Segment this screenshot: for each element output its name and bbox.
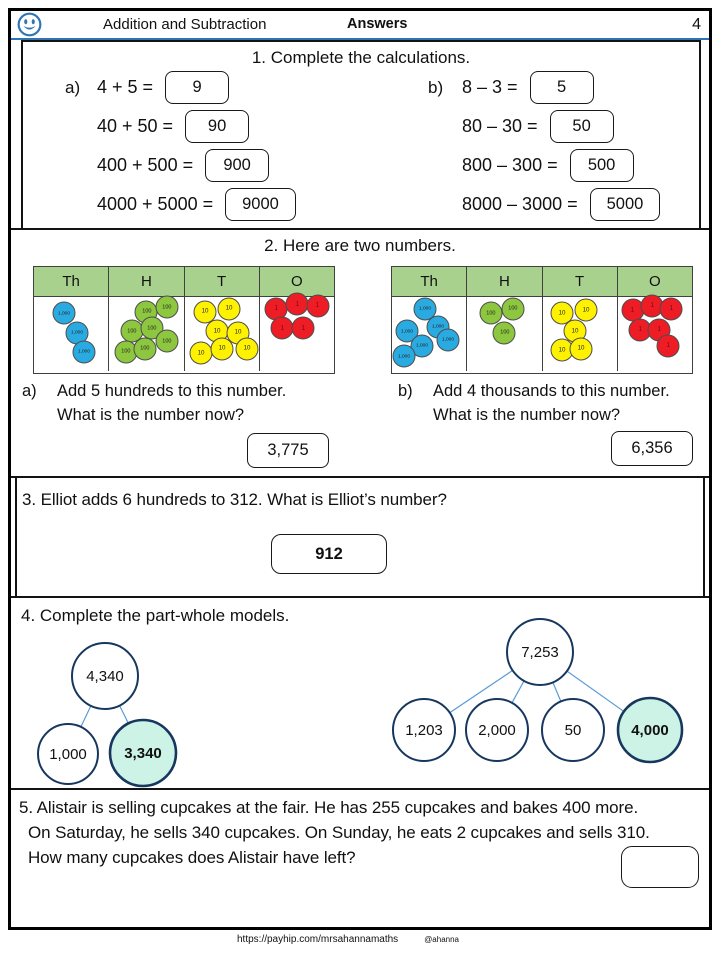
place-value-counter: 10 xyxy=(194,300,217,323)
equation-row xyxy=(428,68,696,107)
q2-part-a-text xyxy=(57,379,286,427)
q2-answer-a-value: 3,775 xyxy=(267,441,309,459)
equation-expression: 8 – 3 = xyxy=(462,77,518,97)
place-value-counter: 100 xyxy=(493,321,516,344)
q3-question-text: 3. Elliot adds 6 hundreds to 312. What is Elliot’s number? xyxy=(22,490,447,509)
place-value-counter: 1,000 xyxy=(52,302,75,325)
part-whole-model-svg xyxy=(379,614,711,780)
table-cell-H xyxy=(467,297,542,371)
place-value-counter: 1 xyxy=(306,294,329,317)
table-header-cell-T: T xyxy=(543,267,618,296)
part-label: b) xyxy=(428,77,444,97)
q5-line1: 5. Alistair is selling cupcakes at the fair. He has 255 cupcakes and bakes 400 more. xyxy=(19,798,639,817)
table-body-row xyxy=(392,297,692,371)
answer-box xyxy=(165,71,229,104)
part-whole-model-svg xyxy=(23,630,243,788)
part-label: a) xyxy=(65,77,81,97)
q2-answer-a-box xyxy=(247,433,329,468)
q2-part-b-text xyxy=(433,379,670,427)
answer-box xyxy=(570,149,634,182)
equation-row xyxy=(65,107,370,146)
q5-line3: How many cupcakes does Alistair have left? xyxy=(28,848,356,867)
place-value-counter: 10 xyxy=(550,339,573,362)
equation-expression: 4000 + 5000 = xyxy=(97,194,214,214)
place-value-counter: 10 xyxy=(218,297,241,320)
q2-part-b-line2: What is the number now? xyxy=(433,406,621,424)
q2-part-b-line1: Add 4 thousands to this number. xyxy=(433,382,670,400)
q2-part-a-line2: What is the number now? xyxy=(57,406,245,424)
table-cell-Th xyxy=(392,297,467,371)
section-q3 xyxy=(15,476,705,598)
place-value-counter: 100 xyxy=(133,337,156,360)
answer-value: 5000 xyxy=(606,195,644,213)
q3-answer-box xyxy=(271,534,387,574)
q2-answer-b-value: 6,356 xyxy=(631,439,673,457)
answer-value: 9 xyxy=(192,78,202,96)
table-cell-H xyxy=(109,297,184,371)
q2-part-b-label: b) xyxy=(398,382,413,400)
place-value-counter: 10 xyxy=(206,320,229,343)
place-value-counter: 10 xyxy=(570,337,593,360)
table-header-cell-H: H xyxy=(109,267,184,296)
q4-heading: 4. Complete the part-whole models. xyxy=(21,606,290,625)
answer-box xyxy=(590,188,661,221)
table-header-cell-O: O xyxy=(649,273,661,290)
part-whole-model-right xyxy=(379,614,711,785)
worksheet-title: Addition and Subtraction xyxy=(103,16,267,33)
equation-row xyxy=(428,185,696,224)
place-value-counter: 1 xyxy=(285,293,308,316)
q5-answer-box xyxy=(621,846,699,888)
equation-row xyxy=(428,146,696,185)
equation-row xyxy=(65,68,370,107)
table-cell-O xyxy=(260,297,334,371)
place-value-counter: 1,000 xyxy=(73,340,96,363)
place-value-counter: 10 xyxy=(189,342,212,365)
part-circle-value: 3,340 xyxy=(124,745,162,762)
section-q2 xyxy=(11,228,709,478)
place-value-table-right xyxy=(391,266,693,374)
smiley-icon xyxy=(17,12,42,37)
place-value-counter: 1,000 xyxy=(395,320,418,343)
answer-value: 50 xyxy=(572,117,591,135)
page-number: 4 xyxy=(692,16,701,33)
place-value-counter: 100 xyxy=(502,297,525,320)
whole-circle-value: 7,253 xyxy=(521,644,559,661)
answers-label: Answers xyxy=(347,16,408,32)
place-value-counter: 1 xyxy=(629,318,652,341)
q1-heading: 1. Complete the calculations. xyxy=(251,48,471,67)
place-value-counter: 1,000 xyxy=(413,297,436,320)
place-value-counter: 100 xyxy=(156,296,179,319)
part-circle-value: 1,203 xyxy=(405,722,443,739)
q2-part-a-line1: Add 5 hundreds to this number. xyxy=(57,382,287,400)
answer-box xyxy=(185,110,249,143)
place-value-counter: 1 xyxy=(657,334,680,357)
equation-row xyxy=(65,185,370,224)
section-q1 xyxy=(21,40,701,230)
whole-circle-value: 4,340 xyxy=(86,668,124,685)
equation-expression: 8000 – 3000 = xyxy=(462,194,578,214)
place-value-counter: 1,000 xyxy=(437,328,460,351)
answer-value: 9000 xyxy=(242,195,279,213)
page-footer xyxy=(0,934,708,945)
equation-row xyxy=(65,146,370,185)
place-value-counter: 10 xyxy=(550,302,573,325)
q3-answer-value: 912 xyxy=(315,544,343,563)
place-value-counter: 10 xyxy=(564,320,587,343)
footer-url[interactable]: https://payhip.com/mrsahannamaths xyxy=(236,934,399,945)
answer-value: 90 xyxy=(207,117,227,135)
place-value-counter: 100 xyxy=(114,340,137,363)
table-cell-O xyxy=(618,297,692,371)
worksheet-page xyxy=(8,8,712,930)
place-value-counter: 1 xyxy=(640,294,663,317)
q2-heading: 2. Here are two numbers. xyxy=(264,236,456,255)
place-value-counter: 1 xyxy=(291,317,314,340)
footer-handle: @ahanna xyxy=(424,935,460,944)
table-header-row xyxy=(392,267,692,297)
place-value-counter: 1,000 xyxy=(427,315,450,338)
equation-expression: 40 + 50 = xyxy=(97,116,174,136)
page-header xyxy=(11,11,709,40)
table-body-row xyxy=(34,297,334,371)
place-value-counter: 100 xyxy=(120,320,143,343)
place-value-counter: 10 xyxy=(574,299,597,322)
table-header-cell-Th: Th xyxy=(392,267,467,296)
place-value-counter: 100 xyxy=(135,300,158,323)
part-circle-value: 50 xyxy=(564,722,582,739)
table-cell-T xyxy=(543,297,618,371)
equation-row xyxy=(428,107,696,146)
place-value-counter: 1,000 xyxy=(410,334,433,357)
q1-column-a xyxy=(65,68,370,224)
place-value-counter: 100 xyxy=(156,330,179,353)
equation-expression: 80 – 30 = xyxy=(462,116,538,136)
q2-part-a-label: a) xyxy=(22,382,37,400)
place-value-table-left xyxy=(33,266,335,374)
q5-line2: On Saturday, he sells 340 cupcakes. On Sunday, he eats 2 cupcakes and sells 310. xyxy=(28,823,650,842)
part-circle-value: 4,000 xyxy=(631,722,669,739)
equation-expression: 400 + 500 = xyxy=(97,155,194,175)
place-value-counter: 1,000 xyxy=(66,321,89,344)
table-header-cell-T: T xyxy=(185,267,260,296)
place-value-counter: 1 xyxy=(265,297,288,320)
answer-value: 900 xyxy=(223,156,251,174)
part-whole-model-left xyxy=(23,630,243,793)
section-q5 xyxy=(11,788,709,927)
place-value-counter: 100 xyxy=(141,317,164,340)
answer-value: 5 xyxy=(556,78,567,96)
place-value-counter: 1 xyxy=(271,317,294,340)
table-cell-T xyxy=(185,297,260,371)
answer-box xyxy=(530,71,594,104)
answer-box xyxy=(205,149,269,182)
equation-expression: 800 – 300 = xyxy=(462,155,558,175)
part-circle-value: 1,000 xyxy=(49,746,87,763)
place-value-counter: 1 xyxy=(621,299,644,322)
place-value-counter: 1,000 xyxy=(392,345,415,368)
place-value-counter: 1 xyxy=(648,318,671,341)
part-circle-value: 2,000 xyxy=(478,722,516,739)
place-value-counter: 10 xyxy=(226,321,249,344)
place-value-counter: 100 xyxy=(480,302,503,325)
equation-expression: 4 + 5 = xyxy=(97,77,154,97)
place-value-counter: 10 xyxy=(210,337,233,360)
table-header-cell-H: H xyxy=(467,267,542,296)
table-header-row xyxy=(34,267,334,297)
answer-box xyxy=(550,110,614,143)
table-cell-Th xyxy=(34,297,109,371)
answer-value: 500 xyxy=(587,156,616,174)
table-header-cell-O: O xyxy=(291,273,303,290)
section-q4 xyxy=(11,596,709,790)
answer-box xyxy=(225,188,296,221)
table-header-cell-Th: Th xyxy=(34,267,109,296)
q2-answer-b-box xyxy=(611,431,693,466)
place-value-counter: 10 xyxy=(235,337,258,360)
q1-column-b xyxy=(428,68,696,224)
place-value-counter: 1 xyxy=(660,297,683,320)
